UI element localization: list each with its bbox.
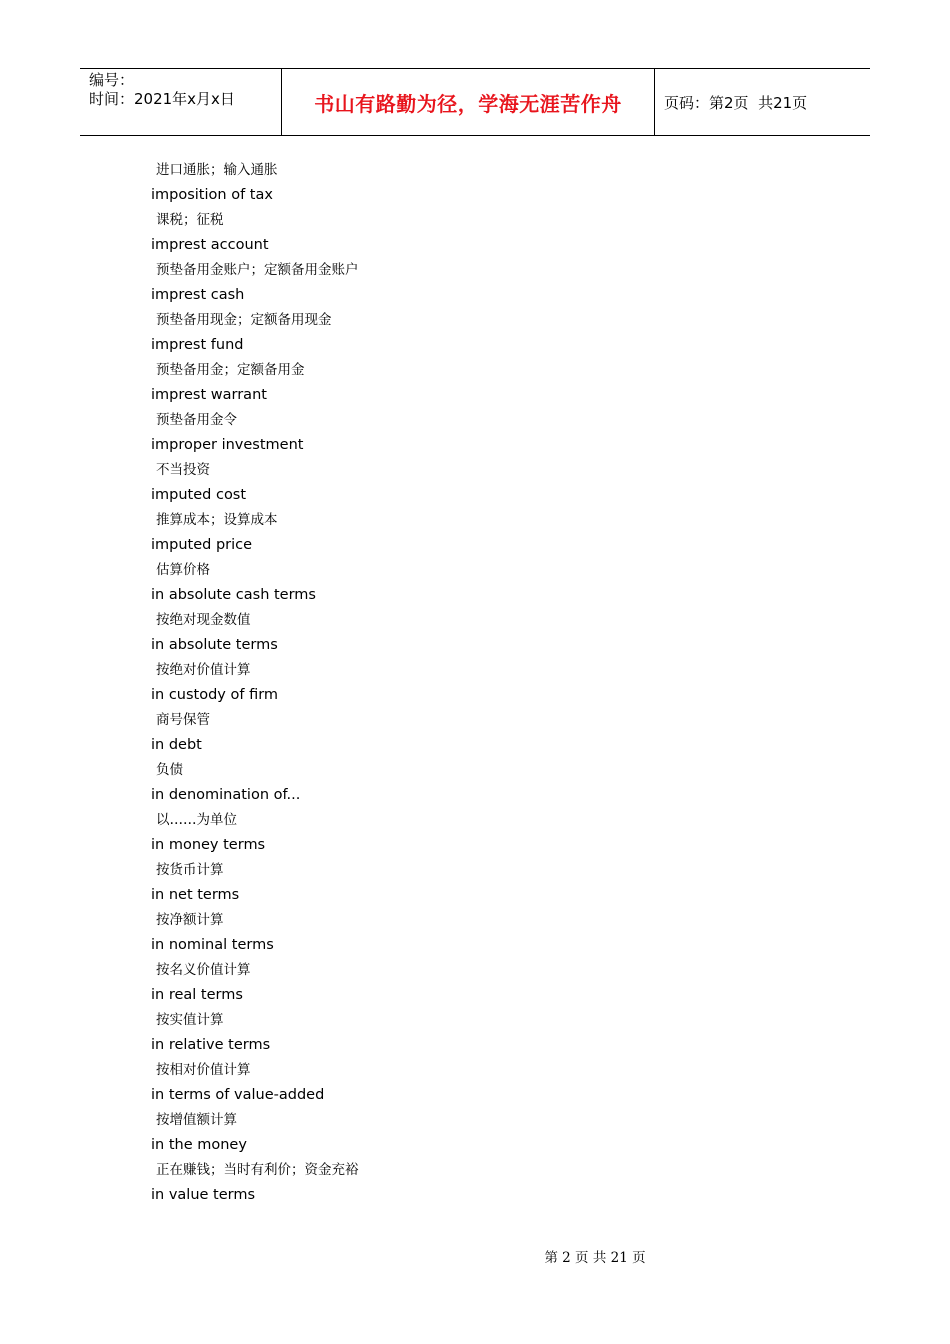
page-header [80, 68, 870, 136]
glossary-entry [151, 933, 359, 983]
entry-term: in nominal terms [151, 937, 274, 953]
entry-term: in relative terms [151, 1037, 271, 1053]
glossary-entry [151, 483, 359, 533]
entry-term: in value terms [151, 1187, 256, 1203]
entry-term: imputed cost [151, 487, 247, 503]
entry-term: in net terms [151, 887, 240, 903]
entry-term: imprest fund [151, 337, 244, 353]
entry-term: imposition of tax [151, 187, 273, 203]
entry-translation: 估算价格 [156, 562, 210, 578]
glossary-entry [151, 183, 359, 233]
glossary-entry [151, 283, 359, 333]
time-label: 时间：2021年x月x日 [89, 90, 235, 108]
entry-translation: 按绝对价值计算 [156, 662, 251, 678]
glossary-entry [151, 533, 359, 583]
entry-translation: 预垫备用现金；定额备用现金 [156, 312, 332, 328]
glossary-entry [151, 1183, 359, 1208]
glossary-list [151, 158, 359, 1208]
entry-term: improper investment [151, 437, 304, 453]
glossary-entry [151, 683, 359, 733]
entry-translation: 按净额计算 [156, 912, 224, 928]
number-label: 编号： [89, 71, 135, 89]
glossary-entry [151, 583, 359, 633]
entry-translation: 正在赚钱；当时有利价；资金充裕 [156, 1162, 359, 1178]
header-meta [80, 69, 281, 135]
glossary-entry [151, 783, 359, 833]
entry-translation: 按名义价值计算 [156, 962, 251, 978]
glossary-entry [151, 158, 359, 183]
entry-translation: 按货币计算 [156, 862, 224, 878]
page-label: 页码：第2页 共21页 [664, 93, 808, 112]
glossary-entry [151, 883, 359, 933]
glossary-entry [151, 433, 359, 483]
motto: 书山有路勤为径，学海无涯苦作舟 [314, 91, 622, 116]
entry-term: in the money [151, 1137, 247, 1153]
entry-translation: 课税；征税 [156, 212, 224, 228]
entry-term: in real terms [151, 987, 243, 1003]
entry-translation: 以……为单位 [156, 812, 237, 828]
glossary-entry [151, 1133, 359, 1183]
glossary-entry [151, 733, 359, 783]
entry-translation: 推算成本；设算成本 [156, 512, 278, 528]
entry-term: imprest warrant [151, 387, 267, 403]
entry-translation: 按增值额计算 [156, 1112, 237, 1128]
entry-translation: 预垫备用金；定额备用金 [156, 362, 305, 378]
glossary-entry [151, 233, 359, 283]
entry-term: in denomination of... [151, 787, 301, 803]
entry-translation: 进口通胀；输入通胀 [156, 162, 278, 178]
entry-translation: 按实值计算 [156, 1012, 224, 1028]
glossary-entry [151, 333, 359, 383]
glossary-entry [151, 383, 359, 433]
header-motto-cell [281, 69, 655, 135]
entry-translation: 商号保管 [156, 712, 210, 728]
entry-term: imprest account [151, 237, 269, 253]
entry-term: in absolute terms [151, 637, 278, 653]
entry-term: in money terms [151, 837, 266, 853]
entry-term: in terms of value-added [151, 1087, 325, 1103]
glossary-entry [151, 633, 359, 683]
glossary-entry [151, 1033, 359, 1083]
entry-term: in debt [151, 737, 202, 753]
glossary-entry [151, 833, 359, 883]
entry-term: in absolute cash terms [151, 587, 316, 603]
entry-term: imputed price [151, 537, 253, 553]
entry-translation: 预垫备用金账户；定额备用金账户 [156, 262, 359, 278]
header-page-cell [655, 69, 870, 135]
footer-page-number: 第 2 页 共 21 页 [544, 1250, 646, 1266]
entry-translation: 不当投资 [156, 462, 210, 478]
glossary-entry [151, 1083, 359, 1133]
entry-translation: 预垫备用金令 [156, 412, 237, 428]
entry-translation: 负债 [156, 762, 183, 778]
entry-term: in custody of firm [151, 687, 279, 703]
entry-translation: 按绝对现金数值 [156, 612, 251, 628]
page-footer [0, 1246, 950, 1266]
glossary-entry [151, 983, 359, 1033]
entry-term: imprest cash [151, 287, 245, 303]
entry-translation: 按相对价值计算 [156, 1062, 251, 1078]
